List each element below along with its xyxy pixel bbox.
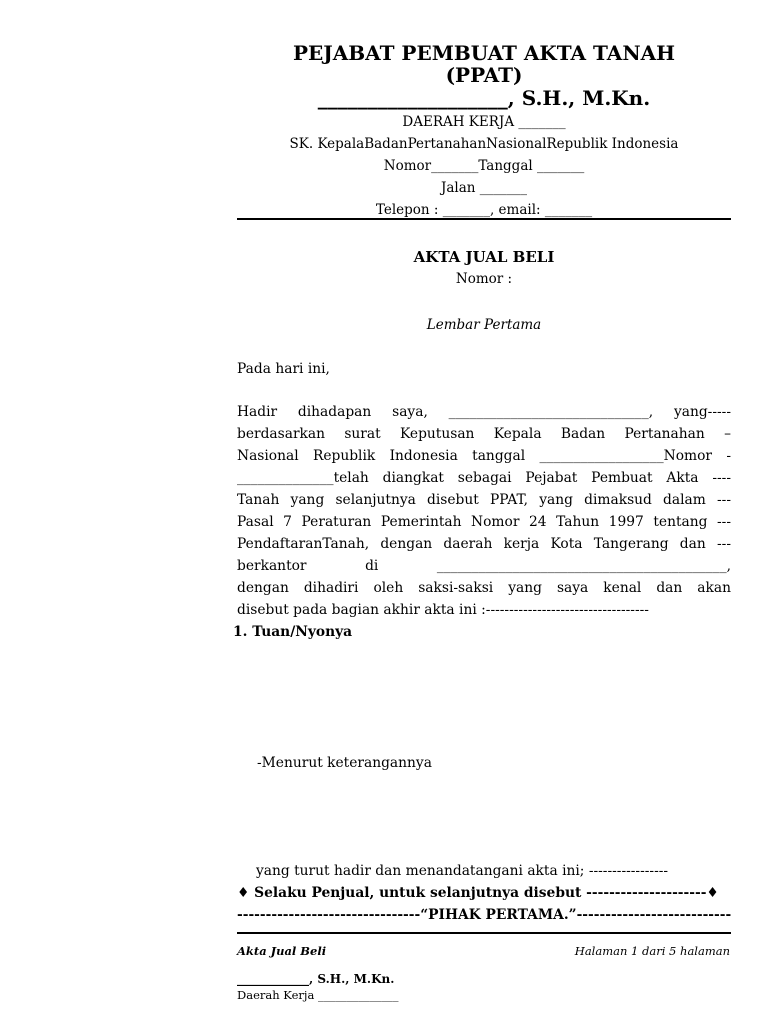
header-divider — [237, 218, 731, 220]
header-jalan: Jalan _______ — [440, 180, 528, 196]
pihak-pertama-line: --------------------------------“PIHAK PERTAMA.”--------------------------- — [237, 907, 732, 923]
header-sk-line: SK. KepalaBadanPertanahanNasionalRepublik Indonesia — [289, 136, 679, 152]
paragraph-line: Pasal 7 Peraturan Pemerintah Nomor 24 Tahun 1997 tentang --- — [237, 514, 731, 530]
paragraph-line: Hadir dihadapan saya, _____________________________, yang----- — [237, 404, 731, 420]
footer-name: ____________, S.H., M.Kn. — [237, 972, 395, 986]
paragraph-line: Nasional Republik Indonesia tanggal __________________Nomor - — [237, 448, 731, 464]
paragraph-line: ______________telah diangkat sebagai Pejabat Pembuat Akta ---- — [237, 470, 731, 486]
pada-hari-ini: Pada hari ini, — [237, 361, 330, 377]
paragraph-line: Tanah yang selanjutnya disebut PPAT, yang dimaksud dalam --- — [237, 492, 731, 508]
doc-nomor: Nomor : — [455, 271, 513, 287]
paragraph-line: dengan dihadiri oleh saksi-saksi yang saya kenal dan akan — [237, 580, 731, 596]
menurut-keterangannya: -Menurut keterangannya — [257, 755, 432, 771]
header-daerah-kerja: DAERAH KERJA _______ — [402, 114, 566, 130]
footer-page-number: Halaman 1 dari 5 halaman — [574, 944, 730, 958]
footer-divider — [237, 932, 731, 934]
doc-title: AKTA JUAL BELI — [413, 248, 555, 266]
paragraph-line: disebut pada bagian akhir akta ini :----------------------------------- — [237, 602, 649, 618]
paragraph-line: PendaftaranTanah, dengan daerah kerja Kota Tangerang dan --- — [237, 536, 731, 552]
header-title: PEJABAT PEMBUAT AKTA TANAH — [292, 41, 676, 65]
paragraph-line: berdasarkan surat Keputusan Kepala Badan Pertanahan – — [237, 426, 731, 442]
doc-lembar: Lembar Pertama — [426, 317, 542, 333]
selaku-penjual-line: ♦ Selaku Penjual, untuk selanjutnya disebut ---------------------♦ — [237, 885, 719, 901]
footer-doc-name: Akta Jual Beli — [237, 944, 327, 958]
header-telepon-email: Telepon : _______, email: _______ — [375, 202, 593, 218]
turut-hadir-line: yang turut hadir dan menandatangani akta ini; ----------------- — [256, 863, 669, 879]
header-title-ppat: (PPAT) — [445, 63, 523, 87]
list-item-tuan-nyonya: 1. Tuan/Nyonya — [233, 624, 353, 640]
paragraph-line: berkantor di __________________________________________, — [237, 558, 731, 574]
footer-daerah-kerja: Daerah Kerja ______________ — [237, 988, 399, 1002]
header-name-line: ___________________, S.H., M.Kn. — [317, 86, 651, 110]
header-nomor-tanggal: Nomor_______Tanggal _______ — [383, 158, 585, 174]
